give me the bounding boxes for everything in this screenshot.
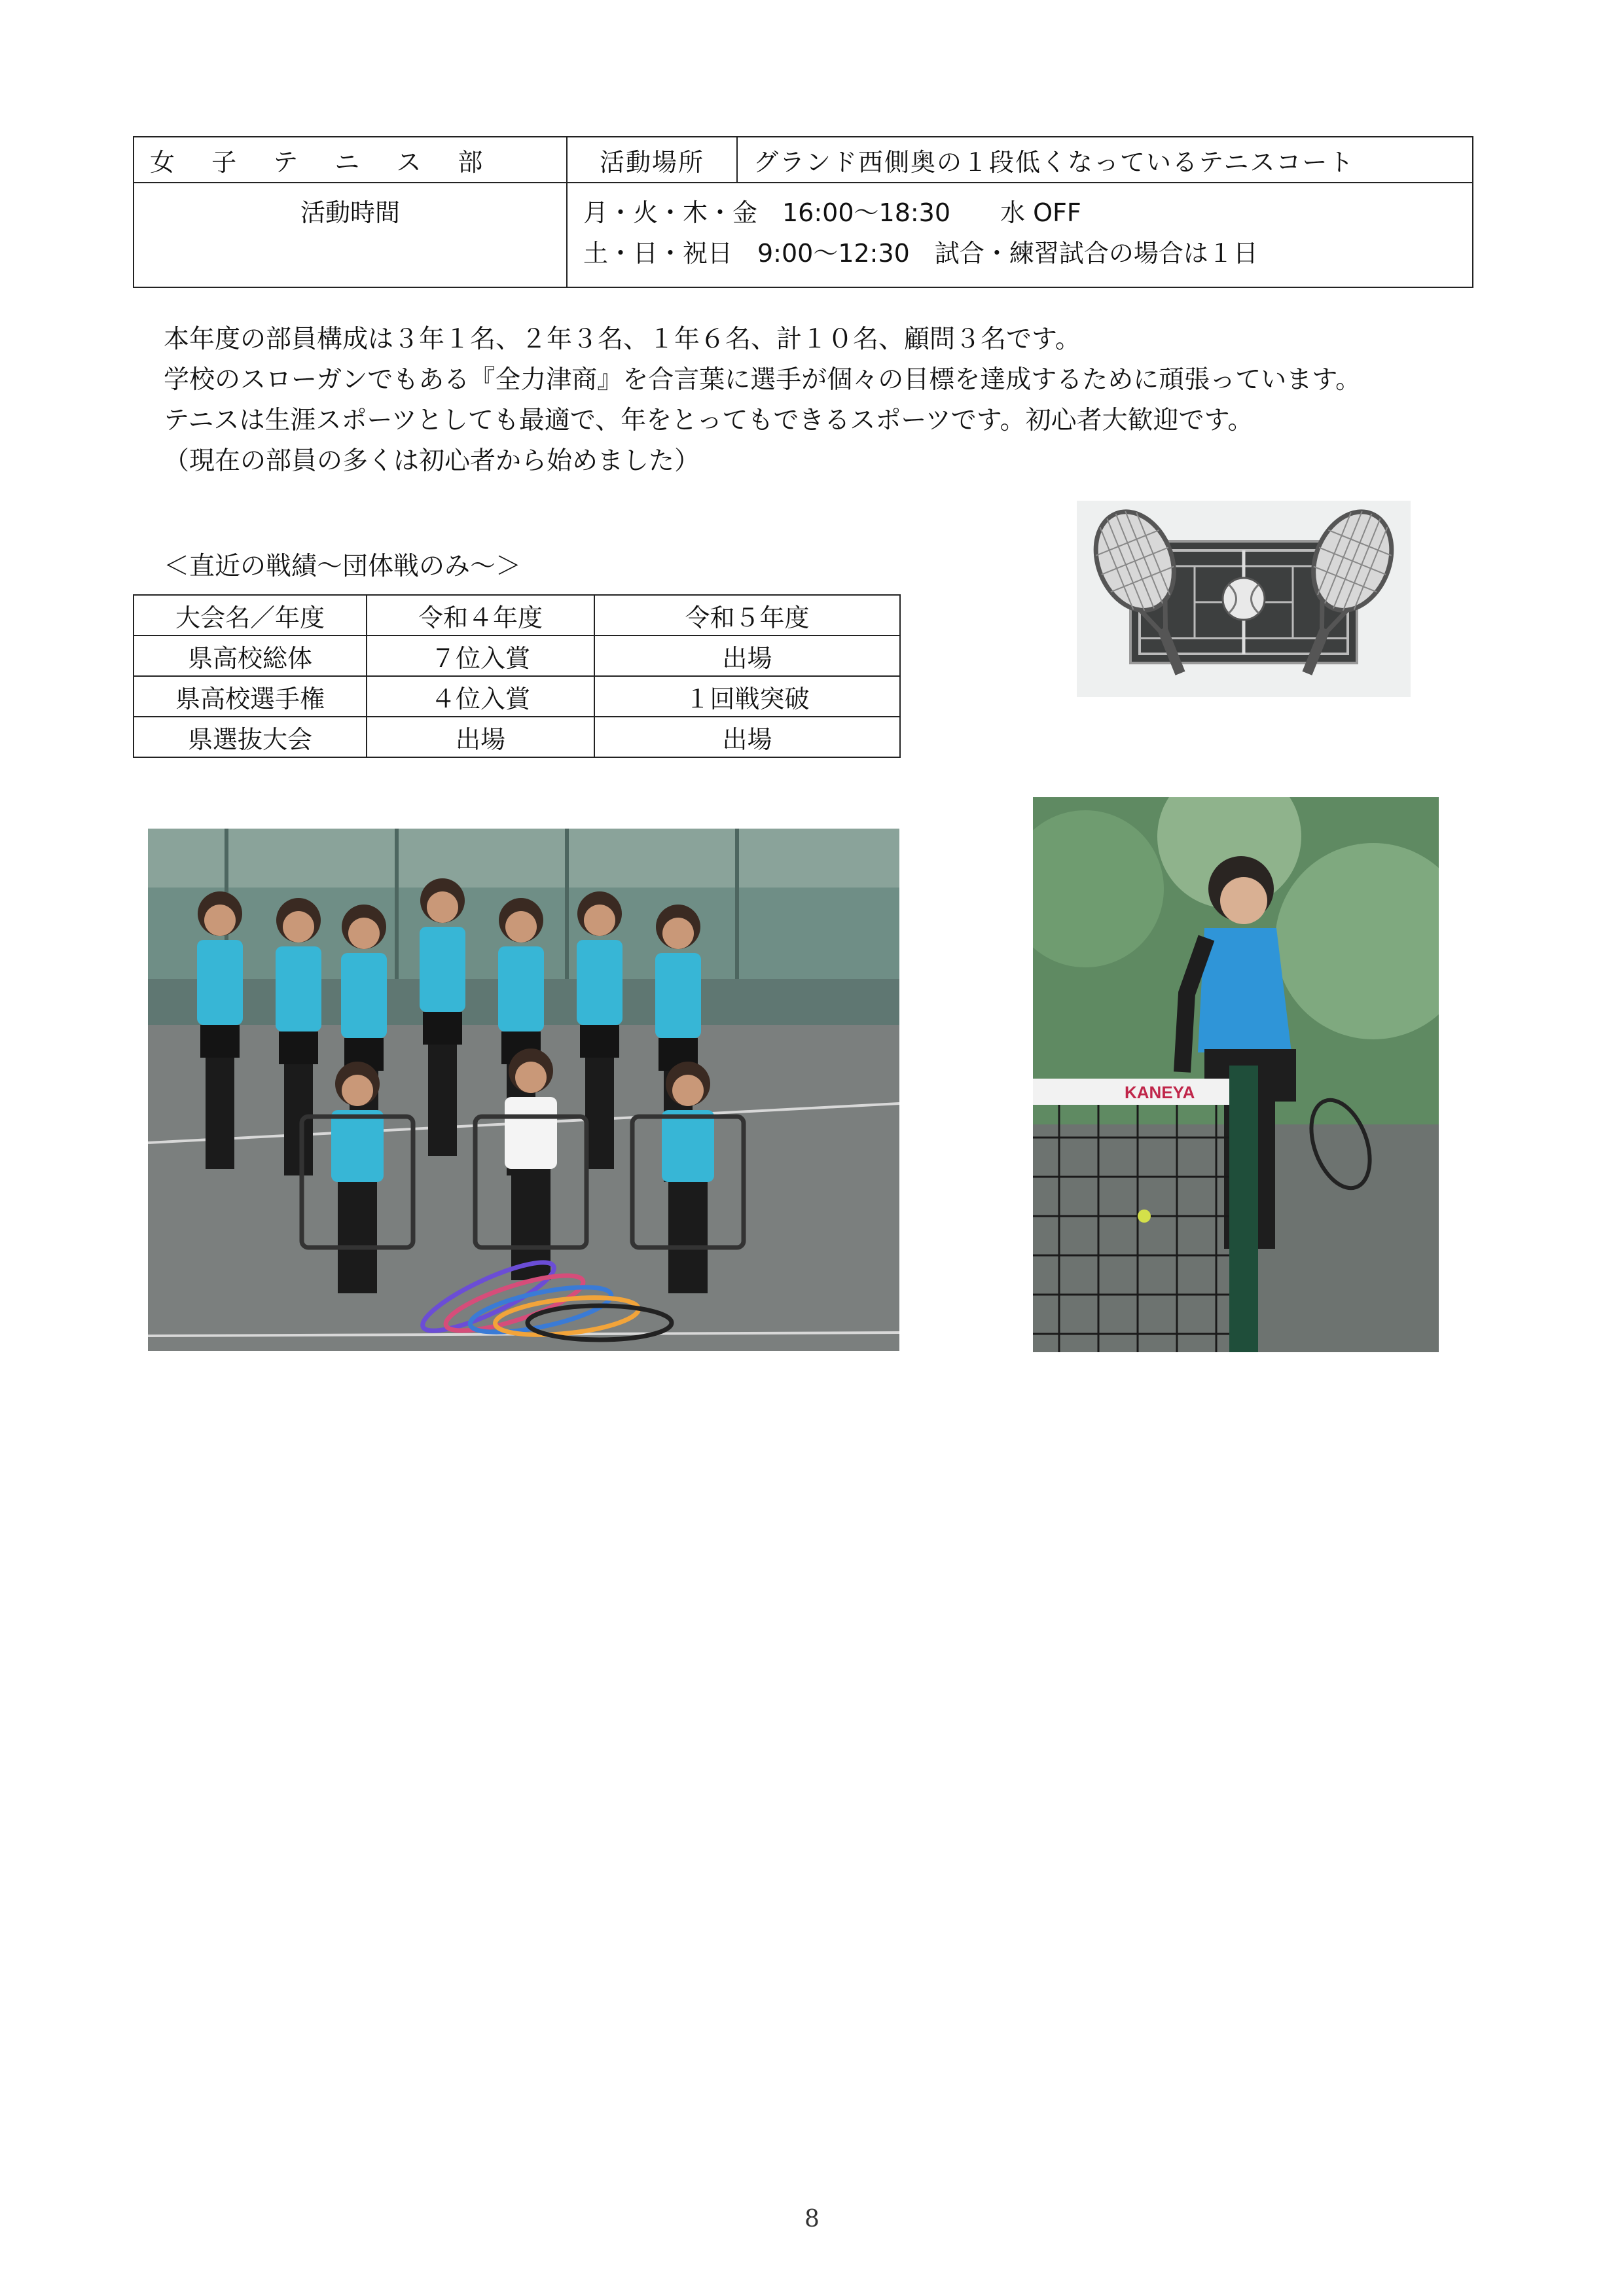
table-cell: ７位入賞 [367, 636, 594, 676]
team-member-legs [668, 1182, 708, 1293]
table-row [134, 717, 900, 757]
team-member-skirt [200, 1025, 240, 1058]
team-member-face [584, 905, 615, 936]
team-member-shirt [655, 953, 701, 1038]
team-member-face [662, 918, 694, 949]
hours-label: 活動時間 [134, 183, 567, 287]
team-member-face [505, 911, 537, 942]
table-cell: １回戦突破 [594, 676, 900, 717]
results-heading: ＜直近の戦績～団体戦のみ～＞ [164, 552, 522, 581]
team-member-shirt [662, 1110, 714, 1182]
team-member-shirt [498, 946, 544, 1031]
net-brand-label: KANEYA [1125, 1083, 1195, 1102]
table-header-row [134, 595, 900, 636]
team-member-skirt [279, 1031, 318, 1064]
team-member-legs [585, 1058, 614, 1169]
club-info-table [133, 136, 1473, 288]
intro-line: 本年度の部員構成は３年１名、２年３名、１年６名、計１０名、顧問３名です。 [164, 325, 1081, 354]
hours-line-weekday: 月・火・木・金 16:00～18:30 水 OFF [583, 198, 1081, 227]
team-member-skirt [423, 1012, 462, 1045]
place-label: 活動場所 [567, 137, 737, 183]
intro-paragraph [164, 319, 1604, 482]
team-member-shirt [341, 953, 387, 1038]
team-member-legs [284, 1064, 313, 1175]
team-member-face [348, 918, 380, 949]
team-photo [148, 829, 899, 1351]
column-header: 令和５年度 [594, 595, 900, 636]
table-cell: 県選抜大会 [134, 717, 367, 757]
team-member-face [204, 905, 236, 936]
tennis-court-rackets-icon [1077, 501, 1411, 697]
intro-line: テニスは生涯スポーツとしても最適で、年をとってもできるスポーツです。初心者大歓迎です。 [164, 406, 1254, 435]
team-member-shirt [577, 940, 623, 1025]
team-member-shirt [505, 1097, 557, 1169]
team-member-legs [338, 1182, 377, 1293]
team-member-face [515, 1062, 547, 1093]
hours-value [567, 183, 1473, 287]
table-cell: ４位入賞 [367, 676, 594, 717]
team-member-shirt [331, 1110, 384, 1182]
table-cell: 出場 [594, 717, 900, 757]
team-member-legs [428, 1045, 457, 1156]
intro-line: 学校のスローガンでもある『全力津商』を合言葉に選手が個々の目標を達成するために頑張っています。 [164, 365, 1362, 395]
table-row [134, 676, 900, 717]
column-header: 令和４年度 [367, 595, 594, 636]
table-row [134, 636, 900, 676]
team-member-legs [206, 1058, 234, 1169]
team-member-shirt [420, 927, 465, 1012]
team-member-face [342, 1075, 373, 1106]
team-member-face [427, 891, 458, 923]
team-member-face [672, 1075, 704, 1106]
team-member-shirt [197, 940, 243, 1025]
club-name: 女 子 テ ニ ス 部 [134, 137, 567, 183]
tennis-illustration [1077, 501, 1411, 697]
hours-line-weekend: 土・日・祝日 9:00～12:30 試合・練習試合の場合は１日 [583, 239, 1258, 268]
column-header: 大会名／年度 [134, 595, 367, 636]
table-cell: 出場 [594, 636, 900, 676]
team-member-face [283, 911, 314, 942]
results-table [133, 594, 901, 758]
table-cell: 出場 [367, 717, 594, 757]
team-member-skirt [580, 1025, 619, 1058]
table-cell: 県高校総体 [134, 636, 367, 676]
player-photo [1033, 797, 1439, 1352]
team-member-shirt [276, 946, 321, 1031]
intro-line: （現在の部員の多くは初心者から始めました） [164, 446, 700, 476]
table-cell: 県高校選手権 [134, 676, 367, 717]
page-number: 8 [804, 2206, 820, 2233]
place-value: グランド西側奥の１段低くなっているテニスコート [737, 137, 1473, 183]
